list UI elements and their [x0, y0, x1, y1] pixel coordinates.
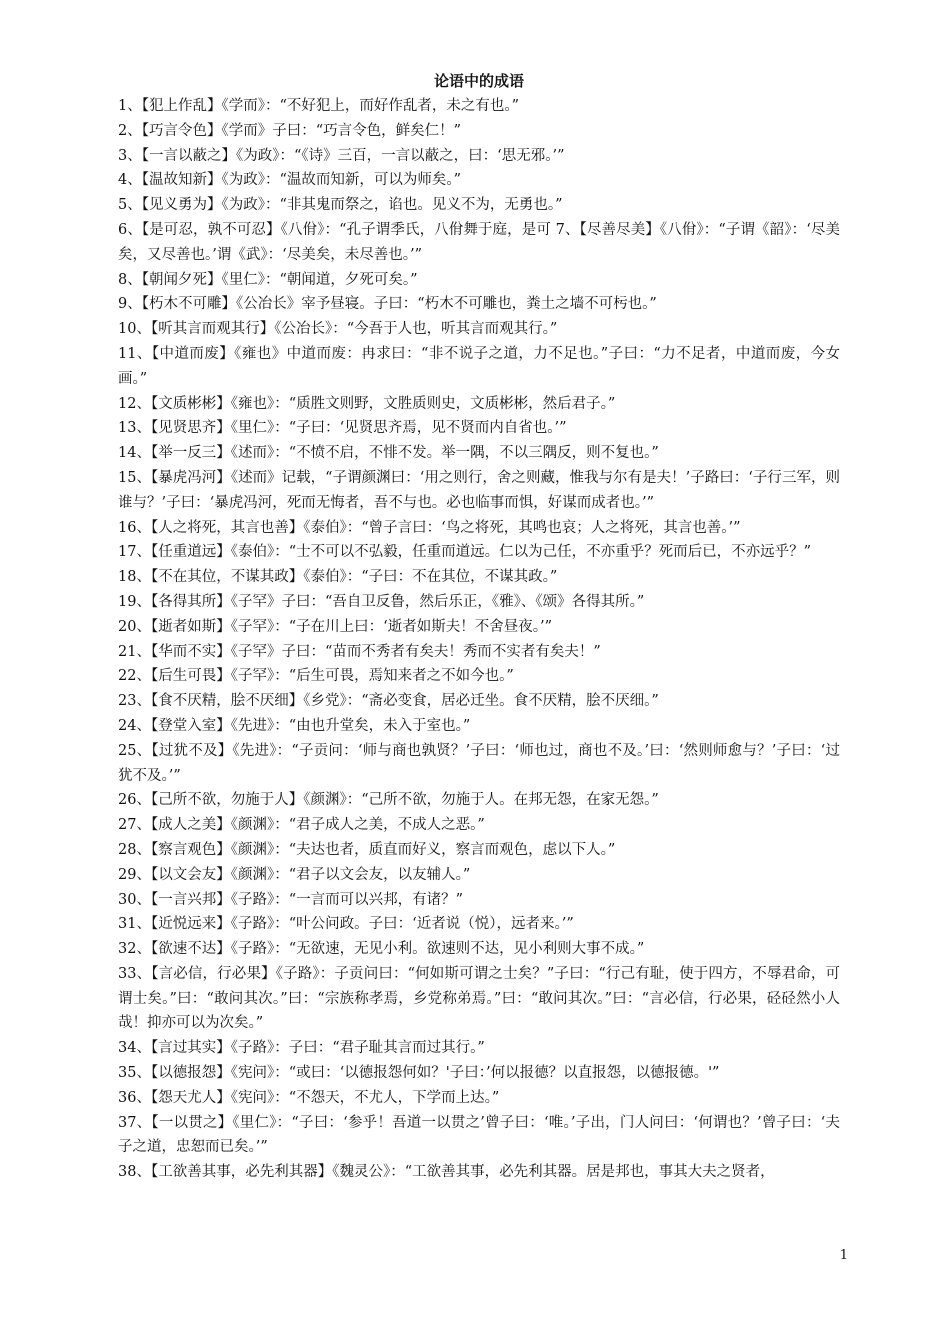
idiom-entry: 28、【察言观色】《颜渊》：“夫达也者，质直而好义，察言而观色，虑以下人。”	[118, 841, 616, 858]
idiom-entry: 20、【逝者如斯】《子罕》：“子在川上曰：‘逝者如斯夫！不舍昼夜。’”	[118, 618, 552, 635]
idiom-entry: 37、【一以贯之】《里仁》：“子曰：‘参乎！吾道一以贯之’曾子曰：‘唯。’子出，门人问曰：‘何谓也？’曾子曰：‘夫子之道，忠恕而已矣。’”	[118, 1114, 840, 1156]
document-title: 论语中的成语	[433, 72, 524, 90]
idiom-entry: 10、【听其言而观其行】《公冶长》：“今吾于人也，听其言而观其行。”	[118, 321, 558, 338]
idiom-entry: 38、【工欲善其事，必先利其器】《魏灵公》：“工欲善其事，必先利其器。居是邦也，事其大夫之贤者，	[118, 1164, 775, 1181]
idiom-entry: 6、【是可忍，孰不可忍】《八佾》：“孔子谓季氏，八佾舞于庭，是可 7、【尽善尽美】《八佾》：“子谓《韶》：‘尽美矣，又尽善也。’谓《武》：‘尽美矣，未尽善也。’”	[118, 221, 840, 263]
idiom-entry: 15、【暴虎冯河】《述而》记载，“子谓颜渊曰：‘用之则行，舍之则藏，惟我与尔有是夫！’子路曰：‘子行三军，则谁与？’子曰：‘暴虎冯河，死而无悔者，吾不与也。必也临事而惧，好谋而成者也。’”	[118, 469, 840, 511]
idiom-entry: 32、【欲速不达】《子路》：“无欲速，无见小利。欲速则不达，见小利则大事不成。”	[118, 941, 645, 958]
document-page	[118, 70, 840, 1185]
idiom-entry: 3、【一言以蔽之】《为政》：“《诗》三百，一言以蔽之，曰：‘思无邪。’”	[118, 147, 565, 164]
idiom-entry: 31、【近悦远来】《子路》：“叶公问政。子曰：‘近者说（悦），远者来。’”	[118, 916, 574, 933]
idiom-entry: 9、【朽木不可雕】《公冶长》宰予昼寝。子曰：“朽木不可雕也，粪土之墙不可杇也。”	[118, 296, 657, 313]
idiom-entry: 23、【食不厌精，脍不厌细】《乡党》：“斋必变食，居必迁坐。食不厌精，脍不厌细。”	[118, 693, 659, 710]
idiom-entry: 33、【言必信，行必果】《子路》：子贡问曰：“何如斯可谓之士矣？”子曰：“行己有耻，使于四方，不辱君命，可谓士矣。”曰：“敢问其次。”曰：“宗族称孝焉，乡党称弟焉。”曰：“敢问其次。”曰：“言必信，行必果，硁硁然小人哉！抑亦可以为次矣。”	[118, 965, 840, 1032]
idiom-entry: 30、【一言兴邦】《子路》：“一言而可以兴邦，有诸？”	[118, 891, 464, 908]
idiom-entry: 22、【后生可畏】《子罕》：“后生可畏，焉知来者之不如今也。”	[118, 668, 514, 685]
idiom-entry: 17、【任重道远】《泰伯》：“士不可以不弘毅，任重而道远。仁以为己任，不亦重乎？死而后已，不亦远乎？”	[118, 544, 812, 561]
idiom-entry: 13、【见贤思齐】《里仁》：“子曰：‘见贤思齐焉，见不贤而内自省也。’”	[118, 420, 567, 437]
idiom-entry: 5、【见义勇为】《为政》：“非其鬼而祭之，谄也。见义不为，无勇也。”	[118, 197, 563, 214]
idiom-entry: 18、【不在其位，不谋其政】《泰伯》：“子曰：不在其位，不谋其政。”	[118, 569, 558, 586]
idiom-entry: 8、【朝闻夕死】《里仁》：“朝闻道，夕死可矣。”	[118, 271, 418, 288]
idiom-entry: 36、【怨天尤人】《宪问》：“不怨天，不尤人，下学而上达。”	[118, 1089, 500, 1106]
idiom-entry: 21、【华而不实】《子罕》子曰：“苗而不秀者有矣夫！秀而不实者有矣夫！”	[118, 643, 601, 660]
idiom-entry: 4、【温故知新】《为政》：“温故而知新，可以为师矣。”	[118, 172, 462, 189]
idiom-entry: 25、【过犹不及】《先进》：“子贡问：‘师与商也孰贤？’子曰：‘师也过，商也不及。’曰：‘然则师愈与？’子曰：‘过犹不及。’”	[118, 742, 840, 784]
idiom-entry: 11、【中道而废】《雍也》中道而废：冉求曰：“非不说子之道，力不足也。”子曰：“力不足者，中道而废，今女画。”	[118, 345, 840, 387]
idiom-list	[118, 94, 840, 1185]
idiom-entry: 34、【言过其实】《子路》：子曰：“君子耻其言而过其行。”	[118, 1040, 485, 1057]
idiom-entry: 2、【巧言令色】《学而》子曰：“巧言令色，鲜矣仁！”	[118, 122, 462, 139]
idiom-entry: 1、【犯上作乱】《学而》：“不好犯上，而好作乱者，未之有也。”	[118, 98, 520, 114]
idiom-entry: 26、【己所不欲，勿施于人】《颜渊》：“己所不欲，勿施于人。在邦无怨，在家无怨。”	[118, 792, 659, 809]
idiom-entry: 35、【以德报怨】《宪问》：“或曰：‘以德报怨何如？'子曰：’何以报德？以直报怨，以德报德。'”	[118, 1065, 720, 1082]
idiom-entry: 19、【各得其所】《子罕》子曰：“吾自卫反鲁，然后乐正，《雅》、《颂》各得其所。”	[118, 593, 645, 610]
idiom-entry: 29、【以文会友】《颜渊》：“君子以文会友，以友辅人。”	[118, 866, 471, 883]
idiom-entry: 14、【举一反三】《述而》：“不愤不启，不悱不发。举一隅，不以三隅反，则不复也。”	[118, 445, 659, 462]
idiom-entry: 27、【成人之美】《颜渊》：“君子成人之美，不成人之恶。”	[118, 817, 485, 834]
idiom-entry: 12、【文质彬彬】《雍也》：“质胜文则野，文胜质则史，文质彬彬，然后君子。”	[118, 395, 616, 412]
idiom-entry: 16、【人之将死，其言也善】《泰伯》：“曾子言曰：‘鸟之将死，其鸣也哀；人之将死，其言也善。’”	[118, 519, 741, 536]
page-number: 1	[839, 1248, 848, 1263]
idiom-entry: 24、【登堂入室】《先进》：“由也升堂矣，未入于室也。”	[118, 717, 471, 734]
